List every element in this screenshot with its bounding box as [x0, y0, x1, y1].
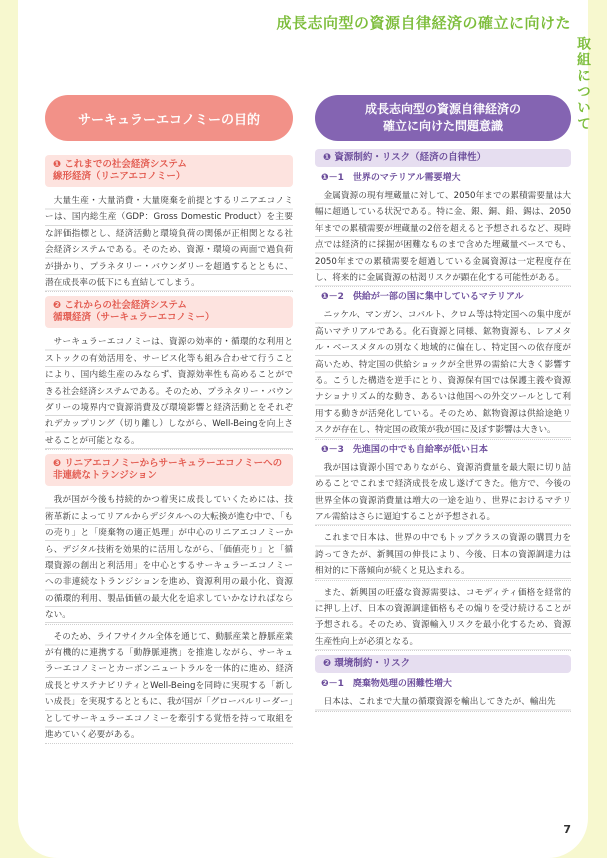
left-column: [45, 95, 293, 748]
left-section-3-heading: ❸ リニアエコノミーからサーキュラーエコノミーへの 非連続なトランジション: [45, 454, 293, 486]
right-banner: 成長志向型の資源自律経済の 確立に向けた問題意識: [315, 95, 571, 141]
page-number: 7: [563, 823, 571, 836]
right-sub-1-2-body: ニッケル、マンガン、コバルト、クロム等は特定国への集中度が高いマテリアルである。化石資源と同様、鉱物資源も、レアメタル・ベースメタルの別なく地域的に偏在し、特定国への依存度が高いため、特定国の供給ショックが全世界の需給に大きく影響する。こうした構造を逆手にとり、資源保有国では保護主義や資源ナショナリズム的な動き、あるいは他国への外交ツールとして利用する動きが活発化している。そのため、鉱物資源は供給途絶リスクが存在し、特定国の政策が我が国に及ぼす影響は大きい。: [315, 307, 571, 439]
left-section-2-body: サーキュラーエコノミーは、資源の効率的・循環的な利用とストックの有効活用を、サービス化等も組み合わせて行うことにより、国内総生産のみならず、資源効率性も高めることができる社会経済システムである。そのため、プラネタリー・バウンダリーの境界内で資源消費及び環境影響と経済活動とをそれぞれデカップリング（切り離し）しながら、Well-Beingを向上させることが可能となる。: [45, 334, 293, 450]
right-section-1-heading: ❶ 資源制約・リスク（経済の自律性）: [315, 149, 571, 167]
right-sub-2-1-body: 日本は、これまで大量の循環資源を輸出してきたが、輸出先: [315, 694, 571, 711]
right-sub-1-1-body: 金属資源の現有埋蔵量に対して、2050年までの累積需要量は大幅に超過している状況である。特に金、銀、銅、鉛、錫は、2050年までの累積需要が埋蔵量の2倍を超えると予想されるなど、現時点では経済的に採掘が困難なものまで含めた埋蔵量ベースでも、2050年までの累積需要を超過している金属資源は一定程度存在し、将来的に金属資源の枯渇リスクが顕在化する可能性がある。: [315, 188, 571, 287]
right-sub-2-1-title: ❷－1 廃棄物処理の困難性増大: [321, 679, 452, 690]
left-section-3-body-2: そのため、ライフサイクル全体を通じて、動脈産業と静脈産業が有機的に連携する「動静脈連携」を推進しながら、サーキュラーエコノミーとカーボンニュートラルを一体的に進め、経済成長とサステナビリティとWell-Beingを同時に実現する「新しい成長」を実現するとともに、我が国が「グローバルリーダー」としてサーキュラーエコノミーを牽引する覚悟を持って取組を進めていく必要がある。: [45, 629, 293, 745]
left-section-2-heading: ❷ これからの社会経済システム 循環経済（サーキュラーエコノミー）: [45, 296, 293, 328]
right-sub-1-3-title: ❶－3 先進国の中でも自給率が低い日本: [321, 444, 488, 455]
left-banner: サーキュラーエコノミーの目的: [45, 95, 293, 141]
right-column: [315, 95, 571, 716]
right-sub-1-3-body-2: これまで日本は、世界の中でもトップクラスの資源の購買力を誇ってきたが、新興国の伸長により、今後、日本の資源調達力は相対的に下落傾向が続くと見込まれる。: [315, 530, 571, 580]
page-header-title: 成長志向型の資源自律経済の確立に向けた: [276, 14, 571, 32]
right-sub-1-2-title: ❶－2 供給が一部の国に集中しているマテリアル: [321, 292, 524, 303]
left-section-3-body: 我が国が今後も持続的かつ着実に成長していくためには、技術革新によってリアルからデジタルへの大転換が進む中で、「もの売り」と「廃棄物の適正処理」が中心のリニアエコノミーから、デジタル技術を効果的に活用しながら、「価値売り」と「循環資源の創出と利活用」を中心とするサーキュラーエコノミーへの非連続なトランジションを進め、資源利用の最小化、資源の循環的利用、製品価値の最大化を追求していかなければならない。: [45, 492, 293, 624]
right-sub-1-3-body: 我が国は資源小国でありながら、資源消費量を最大限に切り詰めることでこれまで経済成長を成し遂げてきた。他方で、今後の世界全体の資源消費量は増大の一途を辿り、世界におけるマテリアル需給はさらに逼迫することが予想される。: [315, 460, 571, 527]
left-section-1-heading: ❶ これまでの社会経済システム 線形経済（リニアエコノミー）: [45, 155, 293, 187]
left-section-1-body: 大量生産・大量消費・大量廃棄を前提とするリニアエコノミーは、国内総生産（GDP：Gross Domestic Product）を主要な評価指標とし、経済活動と環境負荷の関係が正相関となる社会経済システムである。そのため、資源・環境の両面で過負荷が掛かり、プラネタリー・バウンダリーを超過するとともに、潜在成長率の低下にも直結してしまう。: [45, 193, 293, 292]
right-section-2-heading: ❷ 環境制約・リスク: [315, 655, 571, 673]
page-header-vertical: 取組について: [575, 36, 591, 132]
right-sub-1-3-body-3: また、新興国の旺盛な資源需要は、コモディティ価格を経常的に押し上げ、日本の資源調達価格もその煽りを受け続けることが予想される。そのため、資源輸入リスクを最小化するため、資源生産性向上が必須となる。: [315, 585, 571, 652]
right-sub-1-1-title: ❶－1 世界のマテリアル需要増大: [321, 173, 461, 183]
